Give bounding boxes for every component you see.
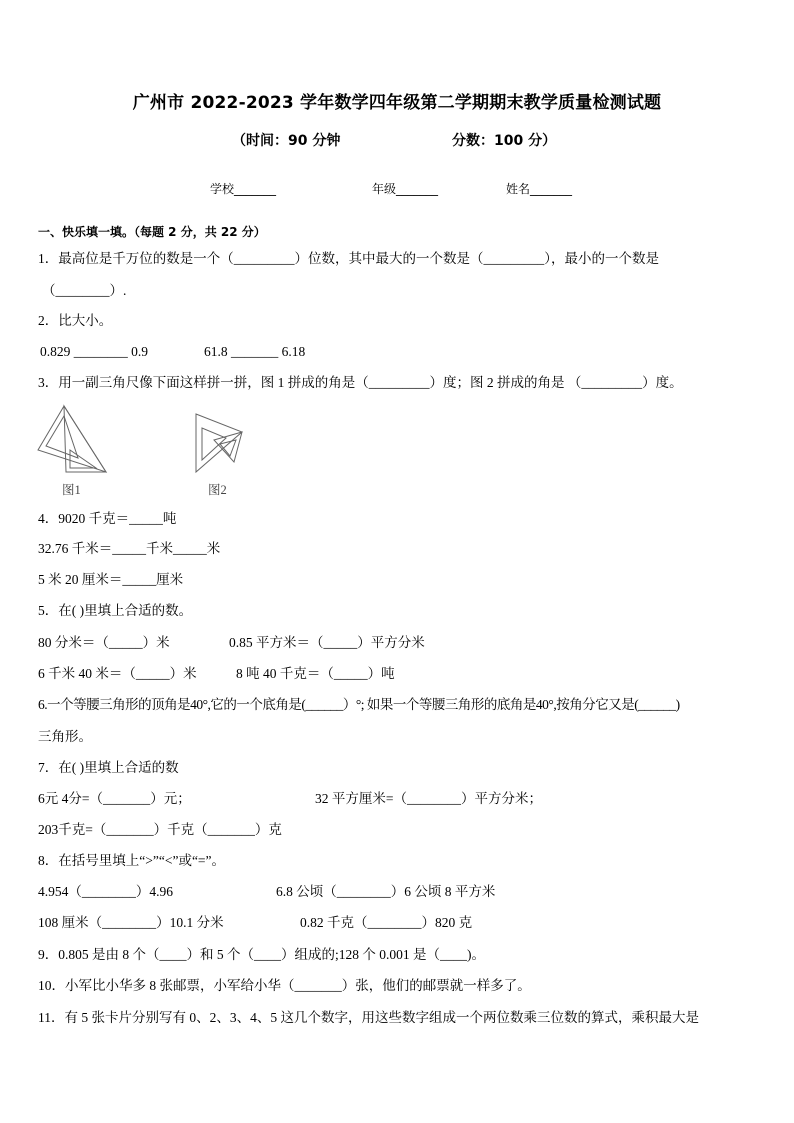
question-5-title: 5．在( )里填上合适的数。 (38, 603, 193, 618)
section-heading: 一、快乐填一填。（每题 2 分，共 22 分） (38, 225, 266, 239)
question-2-compare-1: 0.829 ________ 0.9 (40, 344, 148, 359)
question-5-item-2: 0.85 平方米＝（_____）平方分米 (229, 635, 425, 650)
question-8-item-1: 4.954（________）4.96 (38, 884, 173, 899)
question-6-line-1: 6.一个等腰三角形的顶角是40°,它的一个底角是(______）°; 如果一个等腰三角形的底角是40°,按角分它又是(______) (38, 697, 680, 712)
question-7-item-3: 203千克=（_______）千克（_______）克 (38, 822, 282, 837)
question-5-item-1: 80 分米＝（_____）米 (38, 635, 170, 650)
school-field: 学校_______ (210, 182, 277, 196)
total-score: 分数：100 分） (452, 133, 557, 149)
question-8-item-4: 0.82 千克（________）820 克 (300, 915, 473, 930)
question-8-title: 8．在括号里填上“>”“<”或“=”。 (38, 853, 226, 868)
question-2-compare-2: 61.8 _______ 6.18 (204, 344, 306, 359)
question-8-item-2: 6.8 公顷（________）6 公顷 8 平方米 (276, 884, 496, 899)
question-1-line-1: 1．最高位是千万位的数是一个（_________）位数，其中最大的一个数是（_________），最小的一个数是 (38, 251, 659, 266)
exam-subtitle (0, 130, 794, 150)
question-5-item-3: 6 千米 40 米＝（_____）米 (38, 666, 197, 681)
grade-field: 年级_______ (372, 182, 439, 196)
question-6-line-2: 三角形。 (38, 729, 92, 744)
figure-1-triangles (36, 404, 112, 476)
question-10-text: 10．小军比小华多 8 张邮票，小军给小华（_______）张，他们的邮票就一样多了。 (38, 978, 531, 993)
question-9-text: 9．0.805 是由 8 个（____）和 5 个（____）组成的;128 个 0.001 是（____)。 (38, 947, 485, 962)
figure-1-caption: 图1 (62, 483, 81, 497)
question-3-text: 3．用一副三角尺像下面这样拼一拼，图 1 拼成的角是（_________）度；图 2 拼成的角是 （_________）度。 (38, 375, 683, 390)
question-2-title: 2．比大小。 (38, 313, 113, 328)
time-limit: （时间：90 分钟 (232, 133, 341, 149)
question-5-item-4: 8 吨 40 千克＝（_____）吨 (236, 666, 395, 681)
question-4-line-3: 5 米 20 厘米＝_____厘米 (38, 572, 184, 587)
name-field: 姓名_______ (506, 182, 573, 196)
question-1-line-2: （________）. (42, 283, 127, 298)
question-4-line-1: 4．9020 千克＝_____吨 (38, 511, 177, 526)
figure-2-triangles (194, 412, 246, 474)
question-7-item-1: 6元 4分=（_______）元； (38, 791, 191, 806)
question-4-line-2: 32.76 千米＝_____千米_____米 (38, 541, 221, 556)
question-11-text: 11．有 5 张卡片分别写有 0、2、3、4、5 这几个数字，用这些数字组成一个两位数乘三位数的算式，乘积最大是 (38, 1010, 699, 1025)
exam-title: 广州市 2022-2023 学年数学四年级第二学期期末教学质量检测试题 (132, 93, 662, 113)
question-7-title: 7．在( )里填上合适的数 (38, 760, 179, 775)
question-8-item-3: 108 厘米（________）10.1 分米 (38, 915, 224, 930)
question-7-item-2: 32 平方厘米=（________）平方分米； (315, 791, 542, 806)
figure-2-caption: 图2 (208, 483, 227, 497)
